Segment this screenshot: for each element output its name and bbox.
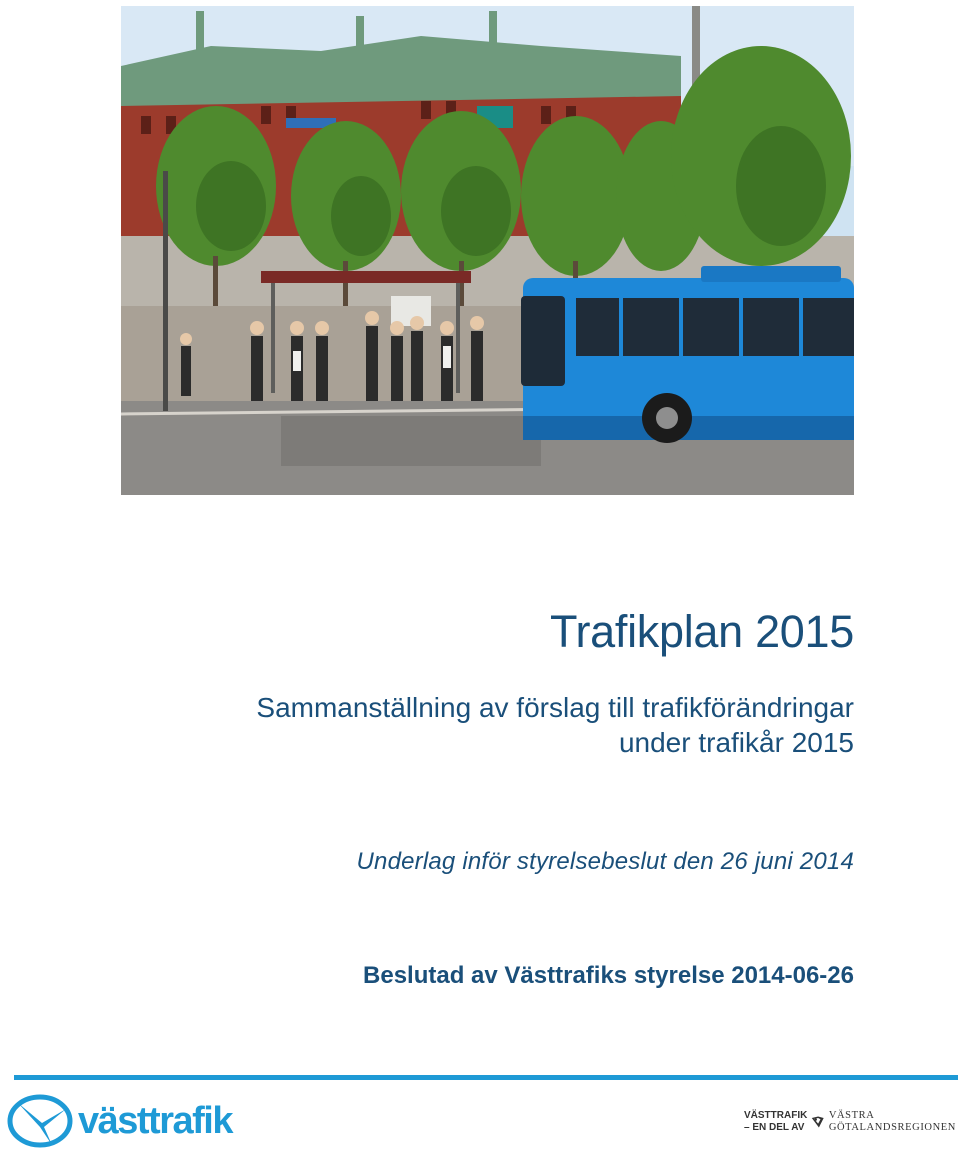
logo-right-line-1: VÄSTTRAFIK [744, 1110, 808, 1121]
vastra-gotalandsregionen-logo [744, 1104, 956, 1140]
logo-right-line-2: – EN DEL AV [744, 1122, 805, 1133]
logo-right-text-a [744, 1110, 807, 1134]
decision-statement: Beslutad av Västtrafiks styrelse 2014-06-26 [363, 962, 854, 989]
vastra-gotalandsregionen-logo-icon [811, 1106, 824, 1138]
cover-photo [121, 6, 854, 495]
logo-right-text-b [829, 1110, 956, 1134]
vasttrafik-logo-icon [6, 1093, 74, 1149]
bus-stop-scene-image [121, 6, 854, 495]
subtitle-line-1: Sammanställning av förslag till trafikförändringar [256, 692, 854, 723]
basis-note: Underlag inför styrelsebeslut den 26 juni 2014 [356, 848, 854, 875]
vasttrafik-logo [6, 1093, 256, 1149]
footer-divider [14, 1075, 958, 1080]
logo-right-line-4: GÖTALANDSREGIONEN [828, 1122, 956, 1133]
logo-right-line-3: VÄSTRA [828, 1110, 875, 1121]
document-subtitle [256, 690, 854, 760]
subtitle-line-2: under trafikår 2015 [618, 727, 854, 758]
vasttrafik-wordmark: västtrafik [78, 1099, 232, 1142]
document-title: Trafikplan 2015 [549, 606, 854, 657]
